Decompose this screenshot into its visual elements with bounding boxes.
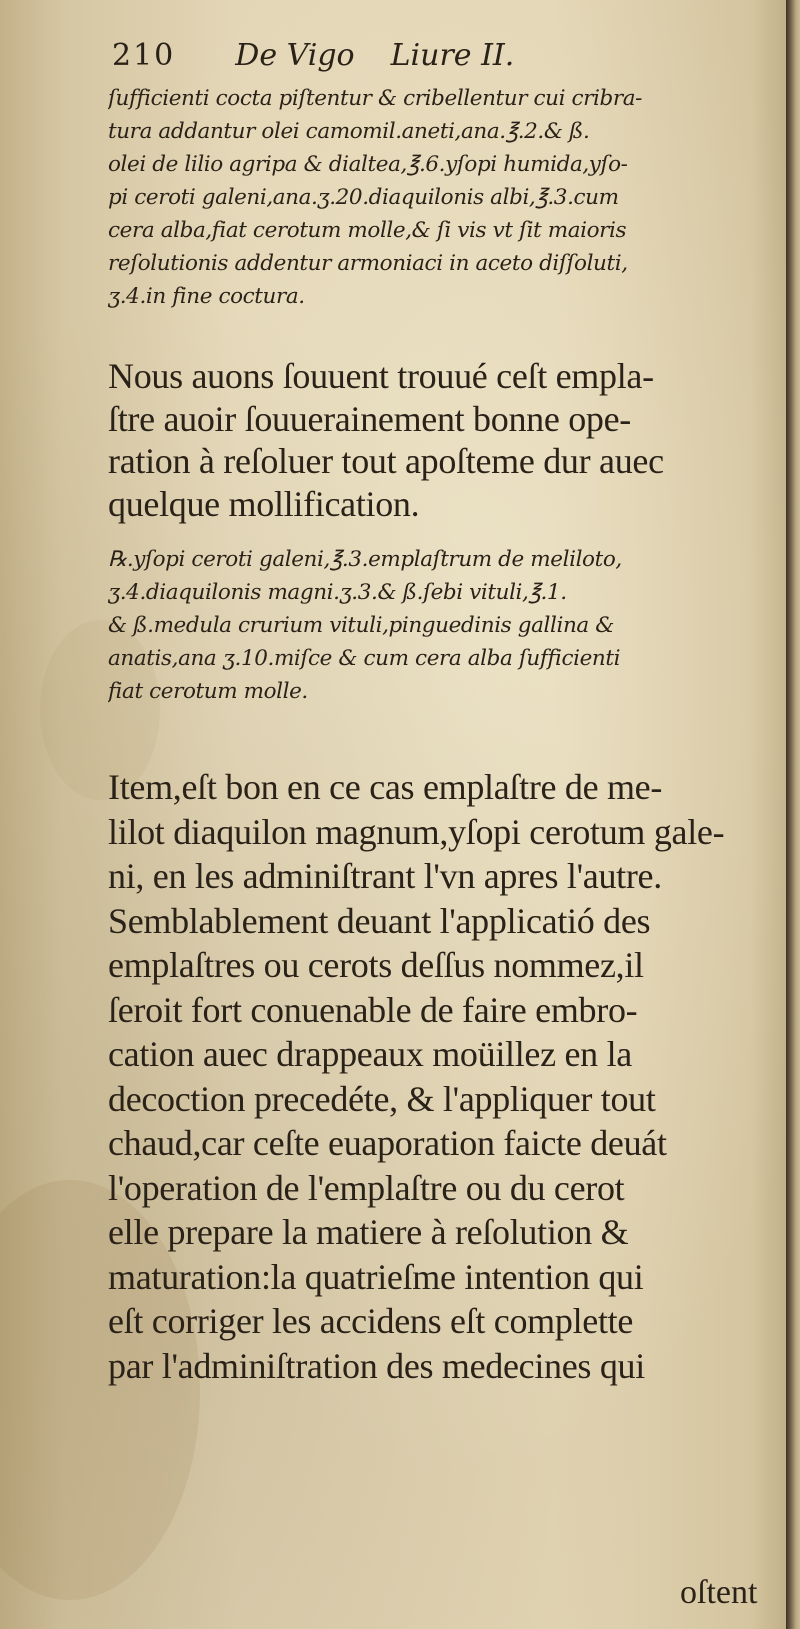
page-number: 210 [112,38,176,73]
book-label: Liure II. [390,38,515,73]
running-header [112,36,752,76]
recipe-block-1: ſufficienti cocta piſtentur & cribellentur cui cribra- tura addantur olei camomil.aneti,ana.℥.2.& ß. olei de lilio agripa & dialtea,℥.6.yſopi humida,yſo- pi ceroti galeni,ana.ʒ.20.diaquilonis albi,℥.3.cum cera alba,fiat cerotum molle,& ſi vis vt ſit maioris reſolutionis addentur armoniaci in aceto diſſoluti, ʒ.4.in fine coctura. [108,86,643,309]
recipe-block-2: ℞.yſopi ceroti galeni,℥.3.emplaſtrum de meliloto, ʒ.4.diaquilonis magni.ʒ.3.& ß.ſebi vituli,℥.1. & ß.medula crurium vituli,pinguedinis gallina & anatis,ana ʒ.10.miſce & cum cera alba ſufficienti fiat cerotum molle. [108,547,622,704]
paragraph-1: Nous auons ſouuent trouué ceſt empla- ſtre auoir ſouuerainement bonne ope- ration à reſoluer tout apoſteme dur auec quelque mollification. [108,356,664,524]
running-title: De Vigo [235,38,355,73]
page-gutter [786,0,800,1629]
paragraph-2: Item,eſt bon en ce cas emplaſtre de me- lilot diaquilon magnum,yſopi cerotum gale- ni, en les adminiſtrant l'vn apres l'autre. Semblablement deuant l'applicatió des emplaſtres ou cerots deſſus nommez,il ſeroit fort conuenable de faire embro- cation auec drappeaux moüillez en la decoction precedéte, & l'appliquer tout chaud,car ceſte euaporation faicte deuát l'operation de l'emplaſtre ou du cerot elle prepare la matiere à reſolution & maturation:la quatrieſme intention qui eſt corriger les accidens eſt complette par l'adminiſtration des medecines qui [108,767,725,1386]
catchword: oſtent [680,1574,758,1611]
